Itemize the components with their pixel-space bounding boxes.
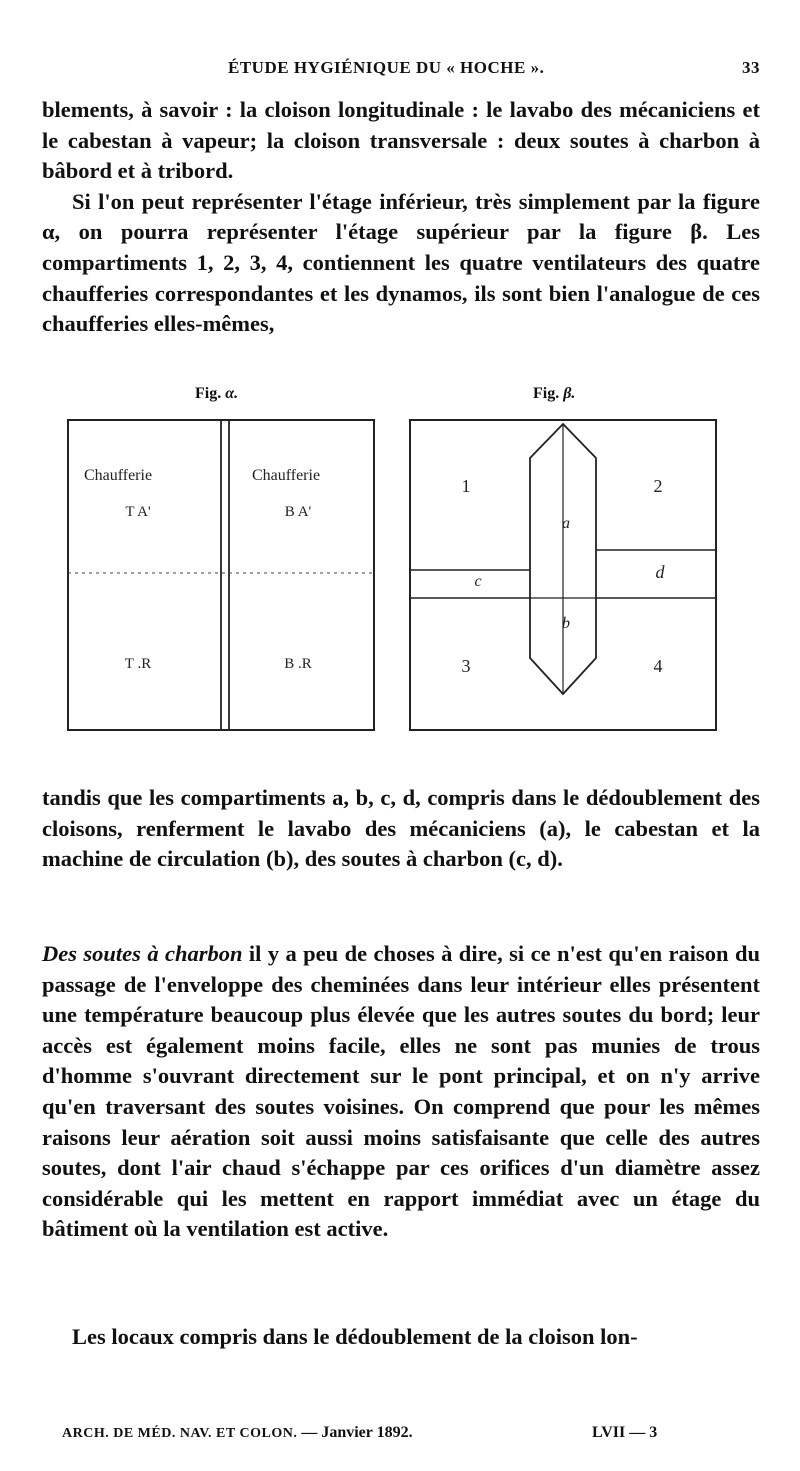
compartment-c: c <box>474 573 482 590</box>
compartment-4: 4 <box>653 656 663 676</box>
figure-alpha-label: Fig. α. <box>195 385 239 402</box>
figure-beta-label: Fig. β. <box>533 385 576 402</box>
paragraph-intro-text: blements, à savoir : la cloison longitudinale : le lavabo des mécaniciens et le cabestan à vapeur; la cloison transversale : deux soutes à charbon à bâbord et à tribord. <box>42 97 760 184</box>
compartment-d: d <box>655 562 665 582</box>
cell-bottom-right-code: B .R <box>284 656 312 672</box>
compartment-b: b <box>562 615 570 632</box>
section-heading-italic: Des soutes à charbon <box>42 941 243 966</box>
compartment-a: a <box>562 515 570 532</box>
cell-top-right-title: Chaufferie <box>251 467 321 484</box>
cell-top-left-code: T A' <box>125 504 151 520</box>
running-title: ÉTUDE HYGIÉNIQUE DU « HOCHE ». <box>228 58 545 77</box>
running-header <box>42 58 760 82</box>
cell-top-right-code: B A' <box>284 504 312 520</box>
cell-bottom-left-code: T .R <box>124 656 152 672</box>
footer-volume: LVII — 3 <box>592 1424 658 1441</box>
figure-beta-diagram <box>408 418 720 736</box>
figure-alpha-diagram <box>66 418 378 736</box>
compartment-2: 2 <box>653 476 663 496</box>
page-number: 33 <box>742 58 760 77</box>
paragraph-intro <box>42 95 760 340</box>
page-footer <box>62 1424 682 1448</box>
paragraph-figures-text: Si l'on peut représenter l'étage inférieur, très simplement par la figure α, on pourra représenter l'étage supérieur par la figure β. Les compartiments 1, 2, 3, 4, contiennent les quatre ventilateurs des quatre chaufferies correspondantes et les dynamos, ils sont bien l'analogue de ces chaufferies elles-mêmes, <box>42 188 760 337</box>
footer-journal: ARCH. DE MÉD. NAV. ET COLON. — Janvier 1892. <box>62 1424 413 1441</box>
compartment-3: 3 <box>461 656 471 676</box>
paragraph-coal-bunkers <box>42 939 760 1245</box>
cell-top-left-title: Chaufferie <box>83 467 153 484</box>
paragraph-coal-bunkers-text: il y a peu de choses à dire, si ce n'est qu'en raison du passage de l'enveloppe des cheminées dans leur intérieur elles présentent une température beaucoup plus élevée que les autres soutes du bord; leur accès est également moins facile, elles ne sont pas munies de trous d'homme s'ouvrant directement sur le pont principal, et on n'y arrive qu'en traversant des soutes voisines. On comprend que pour les mêmes raisons leur aération soit aussi moins satisfaisante que celle des autres soutes, dont l'air chaud s'échappe par ces orifices d'un diamètre assez considérable qui les mettent en rapport immédiat avec un étage du bâtiment où la ventilation est active. <box>42 941 761 1242</box>
paragraph-closing: Les locaux compris dans le dédoublement de la cloison lon- <box>72 1324 638 1349</box>
paragraph-compartments: tandis que les compartiments a, b, c, d, compris dans le dédoublement des cloisons, renferment le lavabo des mécaniciens (a), le cabestan et la machine de circulation (b), des soutes à charbon (c, d). <box>42 785 760 872</box>
compartment-1: 1 <box>461 476 471 496</box>
